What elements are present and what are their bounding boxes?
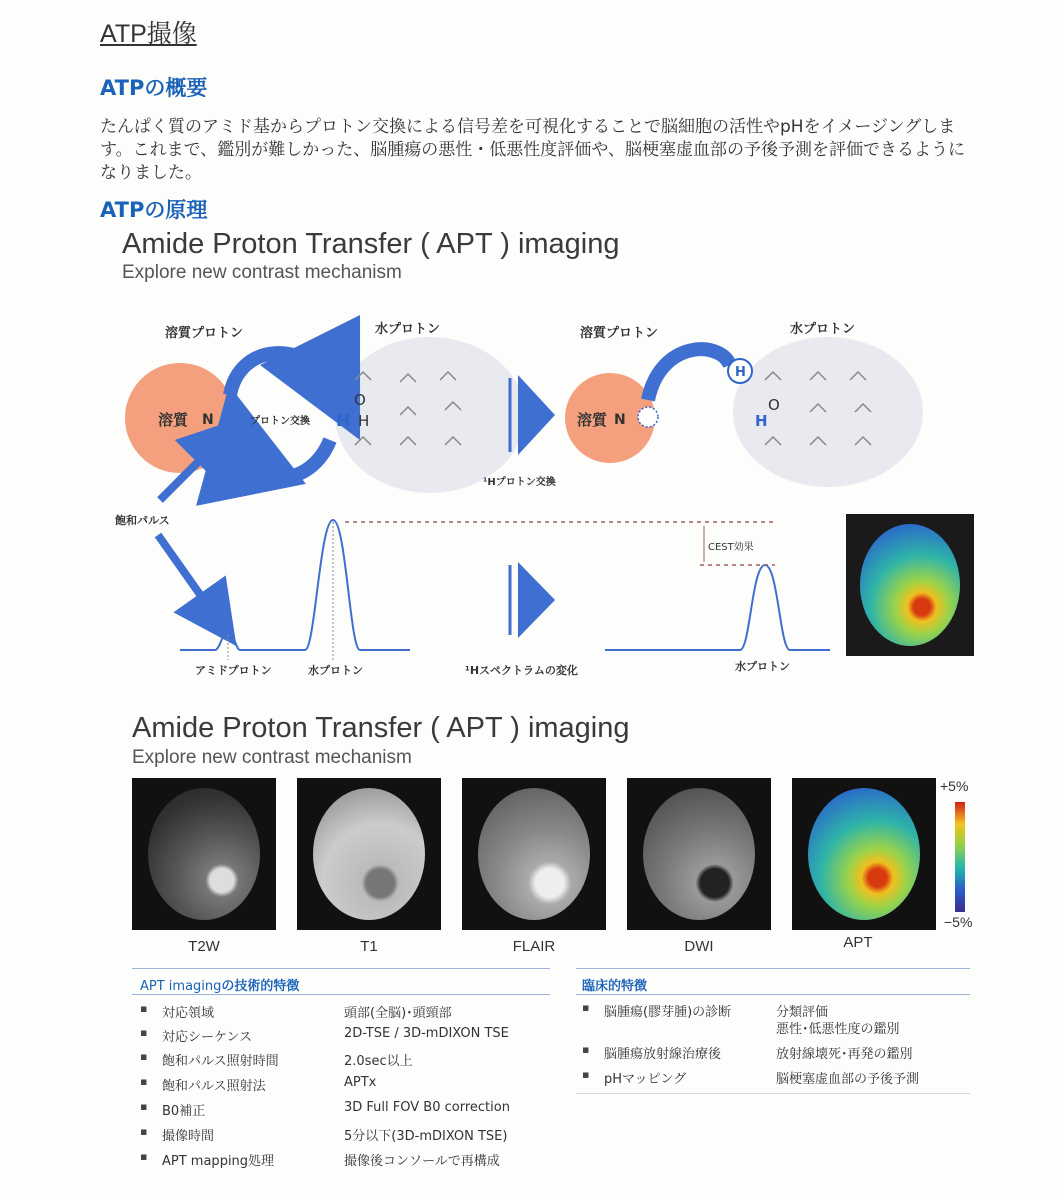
figure1-title: Amide Proton Transfer ( APT ) imaging xyxy=(122,228,620,260)
empty-site xyxy=(638,407,658,427)
solute-label-2: 溶質 xyxy=(577,411,608,429)
tech-value: APTx xyxy=(344,1075,377,1090)
water-proton-label: 水プロトン xyxy=(375,322,441,337)
exchange-label: プロトン交換 xyxy=(250,416,310,427)
caption-dwi: DWI xyxy=(684,938,714,955)
brain-flair xyxy=(462,778,606,930)
transfer-arrow xyxy=(648,349,730,400)
amide-proton-label: アミドプロトン xyxy=(195,664,272,677)
apt-map-small xyxy=(846,514,974,656)
tech-value: 撮像後コンソールで再構成 xyxy=(344,1154,500,1169)
page-title: ATP撮像 xyxy=(100,20,197,48)
h-label: H xyxy=(231,411,242,426)
spectrum-before xyxy=(180,520,410,650)
clinical-key: 脳腫瘍放射線治療後 xyxy=(604,1047,722,1062)
h-water: H xyxy=(336,411,351,431)
caption-apt: APT xyxy=(843,934,873,951)
tech-value: 2.0sec以上 xyxy=(344,1054,413,1069)
brain-dwi xyxy=(627,778,771,930)
solute-label: 溶質 xyxy=(158,411,189,429)
clinical-value-2: 悪性･低悪性度の鑑別 xyxy=(776,1022,900,1037)
brain-apt xyxy=(792,778,936,930)
clinical-key: 脳腫瘍(膠芽腫)の診断 xyxy=(604,1005,732,1020)
solute-proton-label-2: 溶質プロトン xyxy=(580,326,659,341)
brain-t2w xyxy=(132,778,276,930)
water-proton-label-2: 水プロトン xyxy=(790,322,856,337)
tech-value: 2D-TSE / 3D-mDIXON TSE xyxy=(344,1026,509,1041)
tech-value: 3D Full FOV B0 correction xyxy=(344,1100,510,1115)
tech-key: 飽和パルス照射法 xyxy=(162,1079,266,1094)
h1-exchange-label: ¹Hプロトン交換 xyxy=(483,477,556,488)
scale-max: +5% xyxy=(940,778,969,794)
h-water-3: H xyxy=(755,412,768,430)
h-water2: H xyxy=(358,412,370,430)
caption-t1: T1 xyxy=(360,938,378,955)
figure1-subtitle: Explore new contrast mechanism xyxy=(122,262,402,283)
scale-min: −5% xyxy=(944,914,973,930)
clinical-value: 脳梗塞虚血部の予後予測 xyxy=(776,1072,920,1087)
brain-t1 xyxy=(297,778,441,930)
o-water: O xyxy=(354,391,366,409)
exchange-arrow-bottom xyxy=(240,440,330,478)
caption-t2w: T2W xyxy=(188,938,220,955)
figure2-title: Amide Proton Transfer ( APT ) imaging xyxy=(132,712,630,744)
overview-text: たんぱく質のアミド基からプロトン交換による信号差を可視化することで脳細胞の活性やpHをイメージングします。これまで、鑑別が難しかった、脳腫瘍の悪性・低悪性度評価や、脳梗塞虚血部の予後予測を評価できるようになりました。 xyxy=(100,117,965,183)
exchange-arrow-top xyxy=(230,353,335,395)
tech-key: 対応領域 xyxy=(162,1006,215,1021)
tech-value: 5分以下(3D-mDIXON TSE) xyxy=(344,1129,508,1144)
principle-heading: ATPの原理 xyxy=(100,198,208,222)
color-scale-bar xyxy=(955,802,965,912)
cest-effect-label: CEST効果 xyxy=(708,542,754,553)
tech-key: B0補正 xyxy=(162,1104,206,1119)
n-label: N xyxy=(202,412,214,428)
solute-proton-label: 溶質プロトン xyxy=(165,326,244,341)
water-proton-peak-label: 水プロトン xyxy=(308,664,363,677)
n-label-2: N xyxy=(614,412,626,428)
tech-value: 頭部(全脳)･頭頸部 xyxy=(344,1006,452,1021)
tech-heading-suffix: の技術的特徴 xyxy=(221,979,300,994)
clinical-heading: 臨床的特徴 xyxy=(582,979,648,994)
tech-key: 対応シーケンス xyxy=(162,1030,252,1045)
clinical-value: 分類評価 xyxy=(776,1005,829,1020)
tech-key: APT mapping処理 xyxy=(162,1154,275,1169)
water-proton-peak-label-2: 水プロトン xyxy=(735,660,790,673)
figure2-subtitle: Explore new contrast mechanism xyxy=(132,747,412,768)
tech-heading xyxy=(140,975,299,994)
clinical-key: pHマッピング xyxy=(604,1072,687,1087)
transition-arrow-top xyxy=(518,375,555,455)
spectrum-after xyxy=(605,565,830,650)
clinical-value: 放射線壊死･再発の鑑別 xyxy=(776,1047,913,1062)
overview-heading: ATPの概要 xyxy=(100,76,208,100)
tech-heading-prefix: APT imaging xyxy=(140,979,222,994)
saturation-pulse-label: 飽和パルス xyxy=(115,514,170,527)
caption-flair: FLAIR xyxy=(512,938,556,955)
o-water-2: O xyxy=(768,396,780,414)
tech-key: 撮像時間 xyxy=(162,1129,215,1144)
spectrum-change-label: ¹Hスペクトラムの変化 xyxy=(465,664,578,677)
h-transferred: H xyxy=(735,365,746,380)
tech-key: 飽和パルス照射時間 xyxy=(162,1054,279,1069)
transition-arrow-bottom xyxy=(518,562,555,638)
